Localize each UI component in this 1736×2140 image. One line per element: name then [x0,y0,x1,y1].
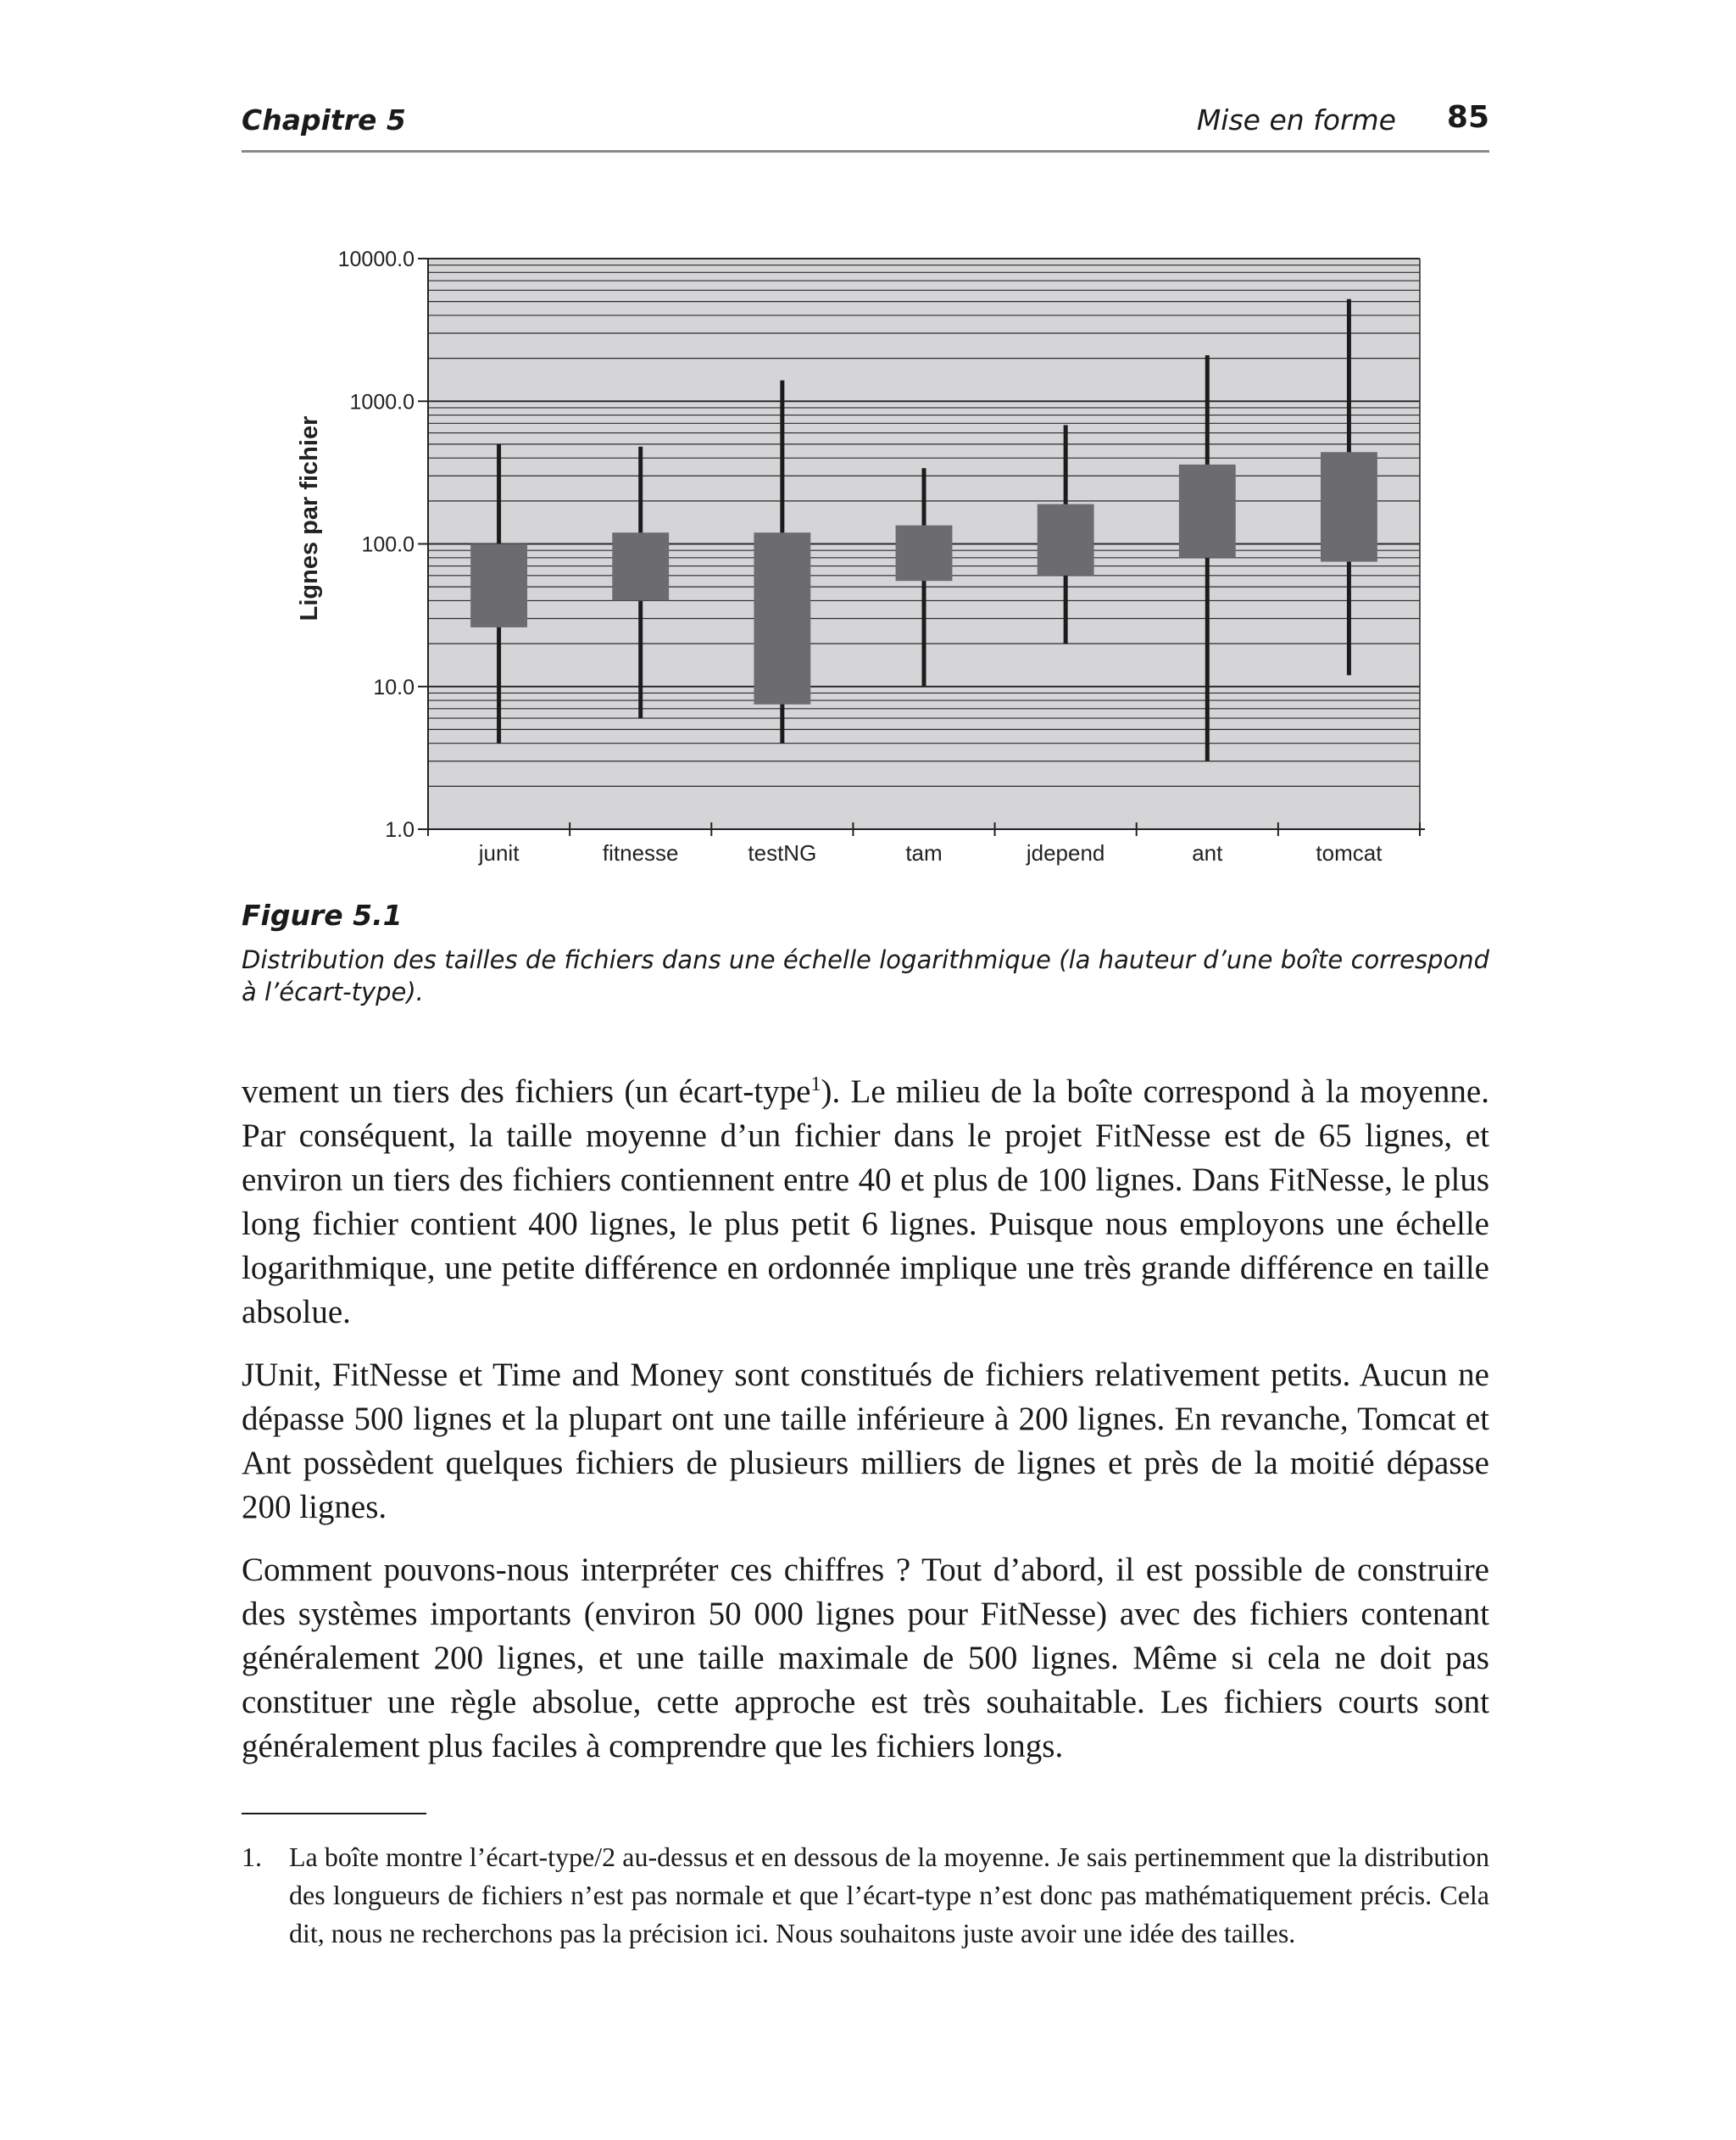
box-junit [470,544,527,627]
figure-caption-text: Distribution des tailles de fichiers dans une échelle logarithmique (la hauteur d’une boîte correspond à l’écart-type). [242,945,1489,1006]
box-jdepend [1038,504,1094,576]
footnote-ref: 1 [810,1073,821,1095]
paragraph-3: Comment pouvons-nous interpréter ces chiffres ? Tout d’abord, il est possible de construire des systèmes importants (environ 50 000 lignes pour FitNesse) avec des fichiers contenant généralement 200 lignes, et une taille maximale de 500 lignes. Même si cela ne doit pas constituer une règle absolue, cette approche est très souhaitable. Les fichiers courts sont généralement plus faciles à comprendre que les fichiers longs. [242,1552,1489,1764]
x-tick-label-jdepend: jdepend [1026,840,1105,866]
box-tomcat [1321,452,1377,561]
x-tick-label-fitnesse: fitnesse [602,840,679,866]
chart-svg [288,237,1449,882]
x-tick-label-tam: tam [905,840,943,866]
paragraph-2: JUnit, FitNesse et Time and Money sont constitués de fichiers relativement petits. Aucun ne dépasse 500 lignes et la plupart ont une taille inférieure à 200 lignes. En revanche, Tomcat et Ant possèdent quelques fichiers de plusieurs milliers de lignes et près de la moitié dépasse 200 lignes. [242,1357,1489,1525]
figure-label: Figure 5.1 [242,899,403,932]
box-tam [896,526,953,582]
x-tick-label-tomcat: tomcat [1316,840,1383,866]
paragraph-1 [242,1070,1489,1335]
boxplot-chart [288,237,1449,882]
body-text [242,1070,1489,1787]
page-number: 85 [1446,100,1489,135]
box-ant [1179,465,1236,558]
x-tick-label-testNG: testNG [748,840,817,866]
footnote-text: La boîte montre l’écart-type/2 au-dessus et en dessous de la moyenne. Je sais pertinemment que la distribution des longueurs de fichiers n’est pas normale et que l’écart-type n’est donc pas mathématiquement précis. Cela dit, nous ne recherchons pas la précision ici. Nous souhaitons juste avoir une idée des tailles. [289,1842,1489,1948]
y-tick-label: 1.0 [385,818,415,842]
box-testNG [754,532,810,705]
y-axis-title: Lignes par fichier [296,415,323,621]
figure-caption [242,899,1489,1008]
footnote [242,1838,1489,1953]
box-fitnesse [612,532,669,600]
x-tick-label-junit: junit [478,840,520,866]
y-tick-label: 10.0 [373,675,415,699]
chapter-label: Chapitre 5 [242,103,406,137]
y-tick-label: 1000.0 [349,390,415,415]
footnote-number: 1. [242,1842,262,1872]
running-header [242,100,1489,151]
y-tick-label: 10000.0 [337,248,415,271]
x-tick-label-ant: ant [1192,840,1223,866]
paragraph-1-start: vement un tiers des fichiers (un écart-type [242,1073,811,1110]
header-rule [242,150,1489,153]
footnote-rule [242,1813,426,1814]
section-title: Mise en forme [1196,103,1396,137]
y-tick-label: 100.0 [361,532,415,557]
paragraph-1-rest: ). Le milieu de la boîte correspond à la moyenne. Par conséquent, la taille moyenne d’un fichier dans le projet FitNesse est de 65 lignes, et environ un tiers des fichiers contiennent entre 40 et plus de 100 lignes. Dans FitNesse, le plus long fichier contient 400 lignes, le plus petit 6 lignes. Puisque nous employons une échelle logarithmique, une petite différence en ordonnée implique une très grande différence en taille absolue. [242,1073,1489,1330]
